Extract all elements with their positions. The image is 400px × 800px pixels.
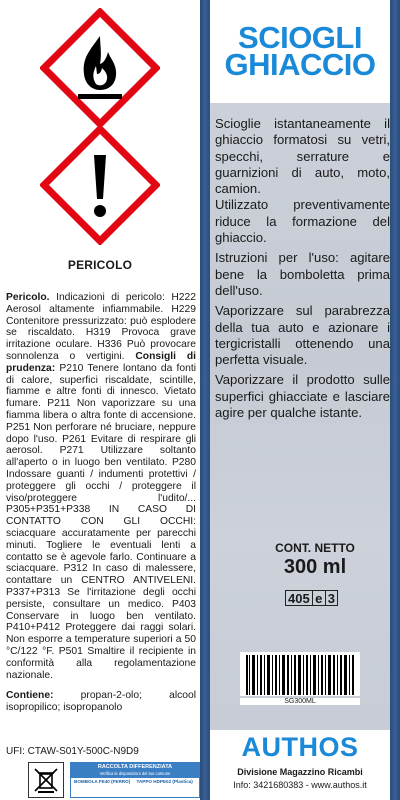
description-paragraph: Scioglie istantaneamente il ghiaccio formatosi su vetri, specchi, serrature e guarnizioni di auto, moto, camion.	[215, 116, 390, 197]
e-mark-icon: e	[312, 591, 326, 606]
ufi-code: UFI: CTAW-S01Y-500C-N9D9	[6, 746, 139, 757]
title-line-2: GHIACCIO	[224, 47, 376, 82]
contents-label: Contiene:	[6, 690, 54, 702]
recycling-box	[70, 762, 200, 798]
title-line-1: SCIOGLI	[238, 20, 362, 55]
hazard-lead-label: Pericolo.	[6, 292, 50, 303]
left-stripe	[200, 0, 210, 800]
description-paragraph: Utilizzato preventivamente riduce la formazione del ghiaccio.	[215, 197, 390, 246]
recycling-title: RACCOLTA DIFFERENZIATA	[71, 763, 199, 771]
product-column	[200, 0, 400, 800]
capacity-mark-right: 3	[327, 590, 335, 606]
barcode-label: SG300ML	[240, 698, 360, 705]
brand-contact: Info: 3421680383 - www.authos.it	[233, 780, 367, 790]
title-area	[200, 0, 400, 103]
description-paragraph: Vaporizzare il prodotto sulle superfici ghiacciate e lasciare agire per qualche istante.	[215, 372, 390, 421]
brand-logo: AUTHOS	[241, 732, 359, 762]
recycling-info	[28, 762, 200, 798]
hazard-statements: Indicazioni di pericolo: H222 Aerosol altamente infiammabile. H229 Contenitore pressurizzato: può esplodere se riscaldato. H319 Provoca grave irritazione oculare. H336 Può provocare sonnolenza o vertigini.	[6, 292, 196, 362]
precaution-statements: P210 Tenere lontano da fonti di calore, superfici riscaldate, scintille, fiamme e altre fonti di innesco. Vietato fumare. P211 Non vaporizzare su una fiamma libera o altra fonte di accensione. P251 Non perforare né bruciare, neppure dopo l'uso. P261 Evitare di respirare gli aerosol. P271 Utilizzare soltanto all'aperto o in luogo ben ventilato. P280 Indossare guanti / indumenti protettivi / proteggere gli occhi / proteggere il viso/proteggere l'udito/... P305+P351+P338 IN CASO DI CONTATTO CON GLI OCCHI: sciacquare accuratamente per parecchi minuti. Togliere le eventuali lenti a contatto se è agevole farlo. Continuare a sciacquare. P312 In caso di malessere, contattare un CENTRO ANTIVELENI. P337+P313 Se l'irritazione degli occhi persiste, consultare un medico. P403 Conservare in luogo ben ventilato. P410+P412 Proteggere dai raggi solari. Non esporre a temperature superiori a 50 °C/122 °F. P501 Smaltire il recipiente in conformità alla regolamentazione nazionale.	[6, 362, 196, 681]
exclamation-icon	[40, 125, 160, 245]
recycling-subtitle: Verifica le disposizioni del tuo comune	[71, 771, 199, 778]
product-title	[208, 20, 392, 82]
product-description	[215, 116, 390, 421]
crossed-bin-icon	[28, 762, 64, 798]
recycling-can: BOMBOLA FE40 (FERRO)	[74, 779, 131, 784]
capacity-mark	[285, 590, 338, 606]
description-paragraph: Vaporizzare sul parabrezza della tua auto e azionare i tergicristalli ottenendo una perfetta visuale.	[215, 303, 390, 368]
precaution-label: Consigli di prudenza:	[6, 350, 196, 374]
recycling-cap: TAPPO HDPE02 (Plastica)	[136, 779, 193, 784]
right-stripe	[390, 0, 400, 800]
barcode	[240, 652, 360, 696]
description-paragraph: Istruzioni per l'uso: agitare bene la bomboletta prima dell'uso.	[215, 250, 390, 298]
brand-division: Divisione Magazzino Ricambi	[237, 767, 363, 777]
flame-icon	[40, 8, 160, 128]
contents-value: propan-2-olo; alcool isopropilico; isopropanolo	[6, 690, 196, 714]
net-content-value: 300 ml	[283, 556, 347, 578]
safety-text	[6, 292, 196, 723]
signal-word: PERICOLO	[67, 258, 133, 272]
net-content-label: CONT. NETTO	[275, 541, 355, 555]
capacity-mark-left: 405	[288, 590, 310, 606]
